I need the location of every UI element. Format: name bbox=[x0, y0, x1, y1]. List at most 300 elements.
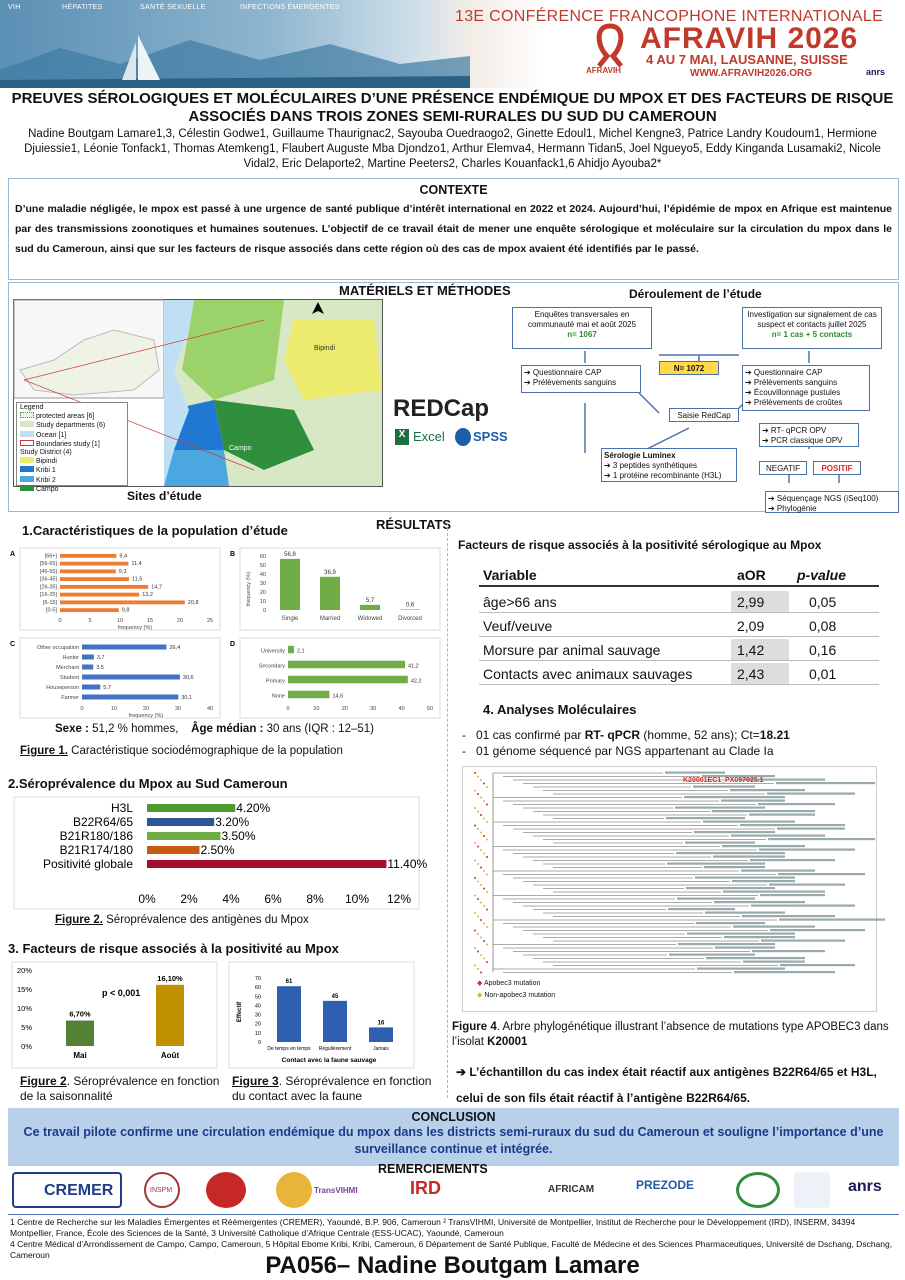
legend-title: Legend bbox=[20, 404, 44, 411]
tree-tip-label bbox=[743, 961, 805, 963]
molecular-results bbox=[462, 727, 790, 759]
tick-label: 0 bbox=[80, 706, 84, 712]
mutation-marker bbox=[474, 772, 476, 774]
bar bbox=[147, 846, 200, 854]
tick-label: 10% bbox=[344, 892, 370, 906]
tree-tip-label bbox=[706, 957, 805, 959]
category-label: Positivité globale bbox=[42, 857, 133, 871]
bar bbox=[82, 665, 93, 670]
tick-label: 40 bbox=[254, 1003, 261, 1010]
risk-table-title: Facteurs de risque associés à la positivité sérologique au Mpox bbox=[458, 538, 822, 552]
tree-tip-label bbox=[751, 905, 855, 907]
bar bbox=[288, 661, 405, 669]
figure-2b-caption bbox=[20, 1074, 220, 1104]
category-label: Divorced bbox=[398, 616, 422, 622]
value-label: 13,2 bbox=[142, 592, 153, 599]
value-label: 3,5 bbox=[96, 665, 104, 671]
mutation-marker bbox=[486, 856, 488, 858]
spss-icon bbox=[455, 428, 471, 446]
category-label: Mai bbox=[73, 1051, 87, 1060]
tree-tip-label bbox=[768, 838, 875, 840]
flow-luminex-title: Sérologie Luminex bbox=[604, 451, 676, 460]
mutation-marker bbox=[477, 881, 479, 883]
context-box bbox=[8, 178, 899, 280]
tree-tip-label bbox=[686, 887, 775, 889]
risk-row bbox=[479, 615, 879, 637]
demographics-summary bbox=[55, 723, 374, 735]
mutation-marker bbox=[477, 898, 479, 900]
mol2: 01 génome séquencé par NGS appartenant au Clade Ia bbox=[476, 744, 774, 758]
mutation-marker bbox=[477, 811, 479, 813]
tree-graphic bbox=[463, 767, 876, 1011]
mutation-marker bbox=[477, 793, 479, 795]
value-label: 20,8 bbox=[187, 599, 199, 606]
afravih-small-logo: AFRAVIH bbox=[586, 66, 621, 75]
tree-tip-label bbox=[705, 912, 785, 914]
tick-label: 10 bbox=[110, 706, 118, 712]
mutation-marker bbox=[483, 870, 485, 872]
risk-row bbox=[479, 639, 879, 661]
tree-tip-label bbox=[777, 828, 845, 830]
tree-tip-label bbox=[741, 870, 815, 872]
category-label: Merchant bbox=[56, 665, 79, 671]
conference-banner bbox=[0, 0, 905, 88]
value-label: 30,6 bbox=[182, 675, 194, 681]
tree-tip-label bbox=[722, 845, 805, 847]
tree-tip-label bbox=[669, 954, 755, 956]
category-label: Married bbox=[319, 616, 341, 622]
bar bbox=[147, 860, 386, 868]
conference-url[interactable]: WWW.AFRAVIH2026.ORG bbox=[690, 68, 813, 79]
mutation-marker bbox=[474, 930, 476, 932]
tick-label: 12% bbox=[386, 892, 412, 906]
tree-tip-label bbox=[676, 852, 785, 854]
inspm-logo: INSPM bbox=[144, 1172, 180, 1208]
flow-n-total: N= 1072 bbox=[659, 361, 719, 375]
legend-district: Kribi 2 bbox=[35, 476, 56, 484]
tick-label: 40 bbox=[206, 706, 214, 712]
mutation-marker bbox=[483, 923, 485, 925]
tick-label: 50 bbox=[259, 563, 266, 569]
bar bbox=[60, 554, 116, 558]
category-label: B22R64/65 bbox=[72, 815, 133, 829]
value-label: 16,10% bbox=[157, 973, 183, 983]
tree-tip-label bbox=[713, 856, 785, 858]
value-label: 30,1 bbox=[181, 695, 193, 701]
value-label: 2,1 bbox=[296, 648, 305, 655]
risk-cell: 2,43 bbox=[731, 663, 789, 684]
category-label: Widowed bbox=[357, 616, 383, 622]
value-label: 36,9 bbox=[324, 569, 336, 576]
poster-id: PA056– Nadine Boutgam Lamare bbox=[265, 1252, 640, 1279]
value-label: 4.20% bbox=[236, 801, 271, 815]
tree-tip-label bbox=[665, 772, 725, 774]
banner-nav-sante: SANTÉ SEXUELLE bbox=[140, 4, 206, 11]
category-label: [56-65] bbox=[39, 561, 57, 568]
risk-cell: 0,01 bbox=[809, 666, 837, 682]
bar bbox=[147, 818, 214, 826]
tick-label: 20 bbox=[142, 706, 150, 712]
mutation-marker bbox=[480, 919, 482, 921]
risk-table bbox=[479, 563, 889, 687]
tree-tip-label bbox=[730, 789, 805, 791]
category-label: Secondary bbox=[258, 663, 285, 670]
mutation-marker bbox=[480, 884, 482, 886]
panel-label: C bbox=[10, 641, 16, 648]
tick-label: 60 bbox=[254, 985, 261, 992]
mutation-marker bbox=[474, 807, 476, 809]
tick-label: 20 bbox=[254, 1021, 261, 1028]
tree-tip-label bbox=[750, 859, 835, 861]
bar bbox=[369, 1027, 393, 1042]
mutation-marker bbox=[474, 912, 476, 914]
section-1-heading: 1.Caractéristiques de la population d’étude bbox=[22, 523, 288, 538]
redcap-logo: REDCap bbox=[393, 395, 490, 422]
mutation-marker bbox=[486, 891, 488, 893]
mutation-marker bbox=[480, 797, 482, 799]
value-label: 56,8 bbox=[284, 551, 296, 558]
tree-tip-label bbox=[734, 971, 835, 973]
risk-cell: Morsure par animal sauvage bbox=[483, 642, 661, 658]
category-label: University bbox=[260, 648, 285, 655]
figure-4-text: . Arbre phylogénétique illustrant l’absence de mutations type APOBEC3 dans l’isolat bbox=[452, 1021, 889, 1048]
flow-left-steps: ➔ Questionnaire CAP ➔ Prélèvements sanguins bbox=[521, 365, 641, 393]
value-label: 3.50% bbox=[221, 829, 256, 843]
tick-label: 2% bbox=[180, 892, 198, 906]
anrs-logo: anrs bbox=[848, 1178, 882, 1195]
tree-tip-label bbox=[675, 807, 765, 809]
legend-item: Study departments (6) bbox=[35, 422, 106, 430]
bar bbox=[288, 646, 294, 654]
tree-tip-label bbox=[776, 782, 875, 784]
mutation-marker bbox=[480, 832, 482, 834]
tree-tip-label bbox=[780, 964, 855, 966]
tick-label: 10 bbox=[259, 599, 266, 605]
mutation-marker bbox=[474, 790, 476, 792]
anrs-small-logo: anrs bbox=[866, 67, 886, 77]
tree-tip-label bbox=[767, 793, 855, 795]
conference-line-3: 4 AU 7 MAI, LAUSANNE, SUISSE bbox=[646, 52, 848, 67]
risk-cell: âge>66 ans bbox=[483, 594, 557, 610]
tick-label: 20 bbox=[176, 618, 184, 624]
banner-nav-vih: VIH bbox=[8, 4, 21, 11]
value-label: 11,4 bbox=[131, 561, 142, 568]
age-value: 30 ans (IQR : 12–51) bbox=[266, 723, 374, 735]
mutation-marker bbox=[483, 800, 485, 802]
mutation-marker bbox=[474, 877, 476, 879]
red-ribbon-icon bbox=[585, 22, 635, 68]
excel-icon: X bbox=[395, 429, 409, 445]
tick-label: 30 bbox=[370, 706, 377, 712]
mol1-b: RT- qPCR bbox=[584, 728, 641, 742]
tick-label: 10 bbox=[313, 706, 320, 712]
tree-legend-nonapobec-text: Non-apobec3 mutation bbox=[484, 992, 556, 999]
tick-label: 40 bbox=[398, 706, 405, 712]
index-case-note: ➔ L’échantillon du cas index était réactif aux antigènes B22R64/65 et H3L, celui de son fils était réactif à l’antigène B22R64/65. bbox=[456, 1065, 877, 1105]
flow-box-investigation-n: n= 1 cas + 5 contacts bbox=[771, 330, 853, 339]
tick-label: 50 bbox=[426, 706, 434, 712]
risk-table-header bbox=[479, 563, 879, 587]
africam-logo: AFRICAM bbox=[548, 1184, 595, 1195]
value-label: 6,70% bbox=[69, 1009, 91, 1019]
risk-cell: 2,99 bbox=[731, 591, 789, 612]
section-3-heading: 3. Facteurs de risque associés à la positivité au Mpox bbox=[8, 941, 339, 956]
tick-label: 20 bbox=[259, 590, 266, 596]
demographics-charts bbox=[10, 540, 440, 718]
map-legend bbox=[16, 402, 128, 493]
panel-label: A bbox=[10, 551, 16, 558]
tree-tip-label bbox=[740, 824, 845, 826]
value-label: 14,6 bbox=[332, 693, 344, 700]
mutation-marker bbox=[480, 814, 482, 816]
bar bbox=[60, 608, 119, 612]
bar bbox=[288, 676, 408, 684]
tree-tip-label bbox=[678, 943, 775, 945]
figure-2b-label: Figure 2 bbox=[20, 1074, 67, 1088]
tree-tip-label bbox=[723, 891, 825, 893]
tree-tip-label bbox=[758, 803, 835, 805]
bar bbox=[60, 577, 129, 581]
bar bbox=[147, 832, 221, 840]
sites-label: Sites d’étude bbox=[127, 489, 202, 503]
tree-tip-label bbox=[742, 915, 835, 917]
mutation-marker bbox=[486, 839, 488, 841]
value-label: 3,7 bbox=[96, 655, 105, 661]
tree-tip-label bbox=[724, 936, 795, 938]
mutation-marker bbox=[477, 863, 479, 865]
category-label: Août bbox=[160, 1051, 180, 1060]
tree-tip-label bbox=[693, 786, 755, 788]
mol1-a: 01 cas confirmé par bbox=[476, 728, 585, 742]
figure-2-text: Séroprévalence des antigènes du Mpox bbox=[106, 914, 309, 926]
legend-district: Kribi 1 bbox=[35, 467, 56, 475]
tick-label: 0% bbox=[138, 892, 156, 906]
tick-label: 25 bbox=[206, 618, 214, 624]
tree-tip-label bbox=[694, 831, 775, 833]
bar bbox=[60, 569, 116, 573]
tree-tip-label bbox=[712, 810, 815, 812]
category-label: Student bbox=[60, 675, 79, 681]
tick-label: 0 bbox=[257, 1040, 261, 1046]
mutation-marker bbox=[480, 849, 482, 851]
section-4-heading: 4. Analyses Moléculaires bbox=[483, 702, 637, 717]
category-label: Hunter bbox=[62, 655, 79, 661]
value-label: 3.20% bbox=[215, 815, 250, 829]
tree-tip-label bbox=[770, 929, 865, 931]
value-label: 5,7 bbox=[365, 597, 375, 604]
tree-tip-label bbox=[760, 894, 825, 896]
prezode-logo: PREZODE bbox=[636, 1178, 695, 1192]
risk-cell: 0,08 bbox=[809, 618, 837, 634]
flow-ngs: ➔ Séquençage NGS (iSeq100) ➔ Phylogénie bbox=[765, 491, 899, 513]
flow-title: Déroulement de l’étude bbox=[629, 287, 762, 301]
tree-tip-label bbox=[721, 800, 785, 802]
tree-tip-label bbox=[697, 968, 785, 970]
bar bbox=[320, 577, 340, 610]
flow-negatif: NEGATIF bbox=[759, 461, 807, 475]
tree-tip-label bbox=[704, 866, 765, 868]
mutation-marker bbox=[477, 933, 479, 935]
figure-4-label: Figure 4 bbox=[452, 1021, 497, 1033]
tree-tip-label bbox=[667, 863, 765, 865]
flow-pcr: ➔ RT- qPCR OPV ➔ PCR classique OPV bbox=[759, 423, 859, 447]
mutation-marker bbox=[480, 972, 482, 974]
category-label: De temps en temps bbox=[267, 1046, 311, 1052]
value-label: 11.40% bbox=[387, 857, 428, 871]
mutation-marker bbox=[474, 842, 476, 844]
conclusion-box bbox=[8, 1108, 899, 1166]
value-label: 9,8 bbox=[121, 607, 130, 614]
category-label: [66+] bbox=[44, 553, 57, 560]
mutation-marker bbox=[483, 940, 485, 942]
footnotes: 1 Centre de Recherche sur les Maladies Émergentes et Réémergentes (CREMER), Yaoundé, B.P. 906, Cameroun ² TransVIHMI, Université de Montpellier, Institut de Recherche pour le Développement (IRD), INSERM, 34394 Montpellier, France, École des Sciences de la Santé, 3 Université Catholique d’Afrique Centrale (ESS-UCAC), Yaoundé, Cameroun 4 Centre Médical d’Arrondissement de Campo, Campo, Cameroun, 5 Hôpital Ebome Kribi, Kribi, Cameroun, 6 Département de Santé Publique, Faculté de Médecine et des Sciences Pharmaceutiques, Université de Dschang, Dschang, Cameroun bbox=[10, 1217, 893, 1260]
figure-1-label: Figure 1. bbox=[20, 745, 68, 757]
tick-label: 60 bbox=[259, 554, 266, 560]
value-label: 42,2 bbox=[410, 678, 422, 685]
legend-district-title: Study District (4) bbox=[20, 449, 72, 457]
tick-label: 8% bbox=[306, 892, 324, 906]
axis-label: frequency (%) bbox=[246, 571, 252, 607]
value-label: 41,2 bbox=[408, 663, 419, 670]
category-label: [46-55] bbox=[39, 568, 57, 575]
category-label: Farmer bbox=[61, 695, 79, 701]
bar bbox=[60, 593, 139, 597]
figure-4-bold: K20001 bbox=[487, 1036, 528, 1048]
mutation-marker bbox=[474, 947, 476, 949]
axis-label: Contact avec la faune sauvage bbox=[281, 1057, 377, 1064]
figure-3-label: Figure 3 bbox=[232, 1074, 279, 1088]
tree-tip-label bbox=[666, 817, 745, 819]
legend-item: Ocean [1] bbox=[35, 431, 67, 439]
mutation-marker bbox=[483, 905, 485, 907]
tick-label: 0 bbox=[286, 706, 290, 712]
tree-tip-label bbox=[759, 849, 855, 851]
mutation-marker bbox=[483, 835, 485, 837]
mutation-marker bbox=[477, 968, 479, 970]
figure-3-caption bbox=[232, 1074, 432, 1104]
mutation-marker bbox=[483, 958, 485, 960]
category-label: Primary bbox=[266, 678, 285, 685]
category-label: B21R180/186 bbox=[59, 829, 133, 843]
category-label: [0-5] bbox=[45, 607, 57, 614]
legend-item: Boundaries study [1] bbox=[35, 440, 100, 448]
mutation-marker bbox=[477, 776, 479, 778]
bar bbox=[277, 986, 301, 1042]
seasonality-chart bbox=[12, 962, 217, 1068]
mutation-marker bbox=[486, 821, 488, 823]
mutation-marker bbox=[483, 783, 485, 785]
mutation-marker bbox=[483, 818, 485, 820]
tick-label: 20% bbox=[16, 966, 32, 975]
bar bbox=[82, 645, 166, 650]
tick-label: 20 bbox=[341, 706, 348, 712]
tree-tip-label bbox=[703, 821, 795, 823]
figure-2b-text: . Séroprévalence en fonction de la saisonnalité bbox=[20, 1074, 220, 1103]
mutation-marker bbox=[480, 902, 482, 904]
figure-1-text: Caractéristique sociodémographique de la population bbox=[71, 745, 343, 757]
category-label: Régulièrement bbox=[318, 1046, 352, 1052]
mutation-marker bbox=[480, 867, 482, 869]
tree-tip-label bbox=[695, 877, 795, 879]
flow-box-investigation-text: Investigation sur signalement de cas suspect et contacts juillet 2025 bbox=[747, 310, 877, 329]
axis-label: frequency (%) bbox=[117, 625, 153, 631]
flow-box-community-text: Enquêtes transversales en communauté mai et août 2025 bbox=[527, 310, 637, 329]
spss-label: SPSS bbox=[473, 429, 508, 444]
seal-logo-3 bbox=[736, 1172, 780, 1208]
bar bbox=[360, 605, 380, 610]
tree-tip-label bbox=[696, 922, 765, 924]
category-label: Single bbox=[281, 616, 299, 622]
mol1-d: 18.21 bbox=[759, 728, 790, 742]
mutation-marker bbox=[480, 937, 482, 939]
risk-cell: 0,16 bbox=[809, 642, 837, 658]
france-logo bbox=[794, 1172, 830, 1208]
category-label: Houseperson bbox=[46, 685, 79, 691]
value-label: 26,4 bbox=[169, 645, 181, 651]
tree-highlight-label: K20001EC1_PX067025.1 bbox=[683, 777, 764, 784]
mutation-marker bbox=[486, 786, 488, 788]
tree-legend-nonapobec: ◆ Non-apobec3 mutation bbox=[477, 992, 556, 999]
tick-label: 50 bbox=[254, 994, 261, 1001]
panel-label: D bbox=[230, 641, 236, 648]
mutation-marker bbox=[486, 961, 488, 963]
figure-1-caption bbox=[20, 745, 343, 757]
axis-label: frequency (%) bbox=[128, 713, 164, 719]
molecular-item-2: - 01 génome séquencé par NGS appartenant au Clade Ia bbox=[462, 744, 774, 758]
value-label: 61 bbox=[285, 979, 293, 986]
value-label: 14,7 bbox=[151, 584, 162, 591]
mutation-marker bbox=[486, 944, 488, 946]
bar bbox=[147, 804, 235, 812]
tree-tip-label bbox=[749, 814, 815, 816]
category-label: [6-15] bbox=[42, 599, 57, 606]
flow-box-community-n: n= 1067 bbox=[567, 330, 597, 339]
conference-line-1: 13E CONFÉRENCE FRANCOPHONE INTERNATIONALE bbox=[455, 8, 884, 25]
mutation-marker bbox=[474, 965, 476, 967]
tick-label: 15 bbox=[146, 618, 154, 624]
tree-tip-label bbox=[733, 926, 815, 928]
transvihmi-logo: TransVIHMI bbox=[314, 1186, 358, 1195]
bar bbox=[60, 600, 185, 604]
flow-box-community bbox=[512, 307, 652, 349]
mountains-illustration bbox=[0, 30, 470, 88]
tree-legend-apobec: ◆ Apobec3 mutation bbox=[477, 980, 541, 987]
mol1-c: (homme, 52 ans); Ct= bbox=[640, 728, 760, 742]
legend-district: Campo bbox=[35, 485, 59, 493]
value-label: 9,4 bbox=[119, 553, 128, 560]
tick-label: 0 bbox=[262, 608, 266, 614]
category-label: Jamais bbox=[373, 1046, 389, 1052]
category-label: B21R174/180 bbox=[59, 843, 133, 857]
tree-tip-label bbox=[668, 908, 735, 910]
map-label-campo: Campo bbox=[229, 445, 252, 452]
tick-label: 40 bbox=[259, 572, 266, 578]
risk-cell: Contacts avec animaux sauvages bbox=[483, 666, 693, 682]
category-label: Other occupation bbox=[37, 645, 79, 651]
mutation-marker bbox=[474, 825, 476, 827]
methods-box bbox=[8, 282, 899, 512]
tick-label: 30 bbox=[259, 581, 266, 587]
mutation-marker bbox=[477, 846, 479, 848]
category-label: [26-35] bbox=[39, 584, 57, 591]
tick-label: 0% bbox=[21, 1042, 32, 1051]
value-label: 16 bbox=[377, 1020, 385, 1027]
risk-head-variable: Variable bbox=[483, 567, 537, 583]
conclusion-text: Ce travail pilote confirme une circulation endémique du mpox dans les districts semi-ruraux du sud du Cameroun et souligne l’importance d’une surveillance continue et intégrée. bbox=[23, 1125, 884, 1156]
category-label: [16-25] bbox=[39, 592, 57, 599]
value-label: 9,3 bbox=[118, 568, 127, 575]
risk-cell: 1,42 bbox=[731, 639, 789, 660]
